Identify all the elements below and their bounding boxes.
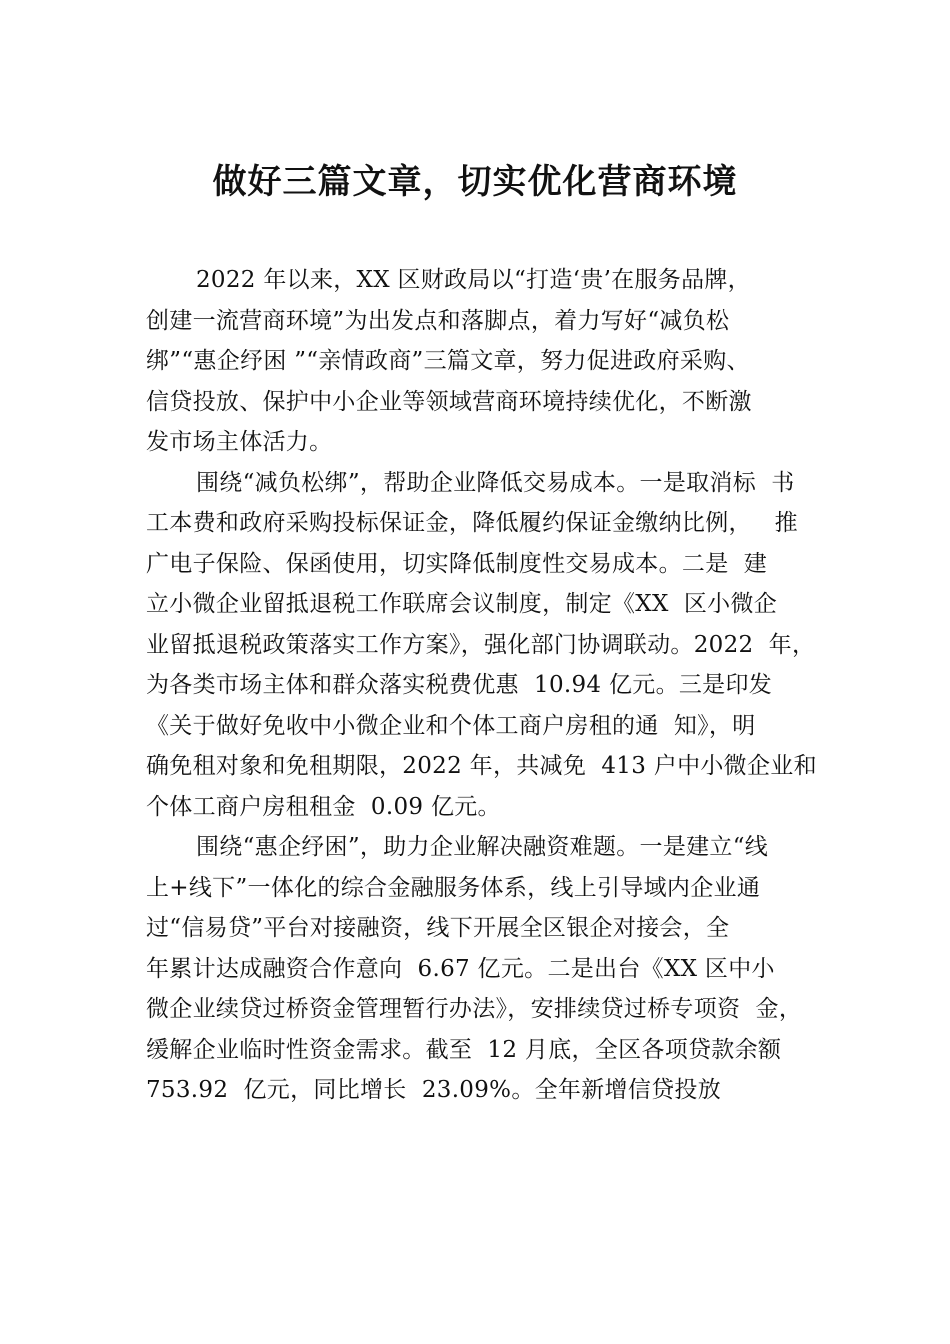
paragraph-line: 上+线下”一体化的综合金融服务体系，线上引导域内企业通 [146, 874, 761, 901]
paragraph-line: 绑”“惠企纾困 ”“亲情政商”三篇文章，努力促进政府采购、 [146, 348, 750, 374]
paragraph-line: 确免租对象和免租期限，2022 年，共减免 413 户中小微企业和 [146, 753, 817, 779]
paragraph-line: 缓解企业临时性资金需求。截至 12 月底，全区各项贷款余额 [146, 1036, 782, 1063]
paragraph-line: 年累计达成融资合作意向 6.67 亿元。二是出台《XX 区中小 [146, 955, 775, 982]
paragraph-line: 立小微企业留抵退税工作联席会议制度，制定《XX 区小微企 [146, 591, 778, 617]
paragraph-line: 围绕“惠企纾困”，助力企业解决融资难题。一是建立“线 [196, 834, 769, 860]
paragraph-line: 个体工商户房租租金 0.09 亿元。 [146, 793, 501, 820]
paragraph-burden-relief [146, 463, 846, 828]
paragraph-line: 工本费和政府采购投标保证金，降低履约保证金缴纳比例， 推 [146, 510, 798, 536]
paragraph-line: 创建一流营商环境”为出发点和落脚点，着力写好“减负松 [146, 307, 730, 334]
paragraph-line: 发市场主体活力。 [146, 429, 333, 455]
document-title: 做好三篇文章，切实优化营商环境 [212, 162, 738, 202]
paragraph-line: 围绕“减负松绑”，帮助企业降低交易成本。一是取消标 书 [196, 469, 795, 496]
paragraph-intro [146, 260, 846, 463]
document-body [146, 260, 846, 1111]
paragraph-line: 过“信易贷”平台对接融资，线下开展全区银企对接会，全 [146, 915, 730, 941]
paragraph-line: 《关于做好免收中小微企业和个体工商户房租的通 知》，明 [146, 712, 756, 739]
paragraph-line: 业留抵退税政策落实工作方案》，强化部门协调联动。2022 年， [146, 631, 816, 658]
paragraph-line: 信贷投放、保护中小企业等领域营商环境持续优化，不断激 [146, 388, 752, 415]
paragraph-line: 753.92 亿元，同比增长 23.09%。全年新增信贷投放 [146, 1077, 722, 1103]
paragraph-line: 为各类市场主体和群众落实税费优惠 10.94 亿元。三是印发 [146, 672, 773, 698]
paragraph-line: 微企业续贷过桥资金管理暂行办法》，安排续贷过桥专项资 金， [146, 996, 803, 1022]
paragraph-line: 2022 年以来，XX 区财政局以“打造‘贵’在服务品牌， [196, 267, 751, 293]
paragraph-line: 广电子保险、保函使用，切实降低制度性交易成本。二是 建 [146, 550, 768, 577]
paragraph-financing-relief [146, 827, 846, 1111]
